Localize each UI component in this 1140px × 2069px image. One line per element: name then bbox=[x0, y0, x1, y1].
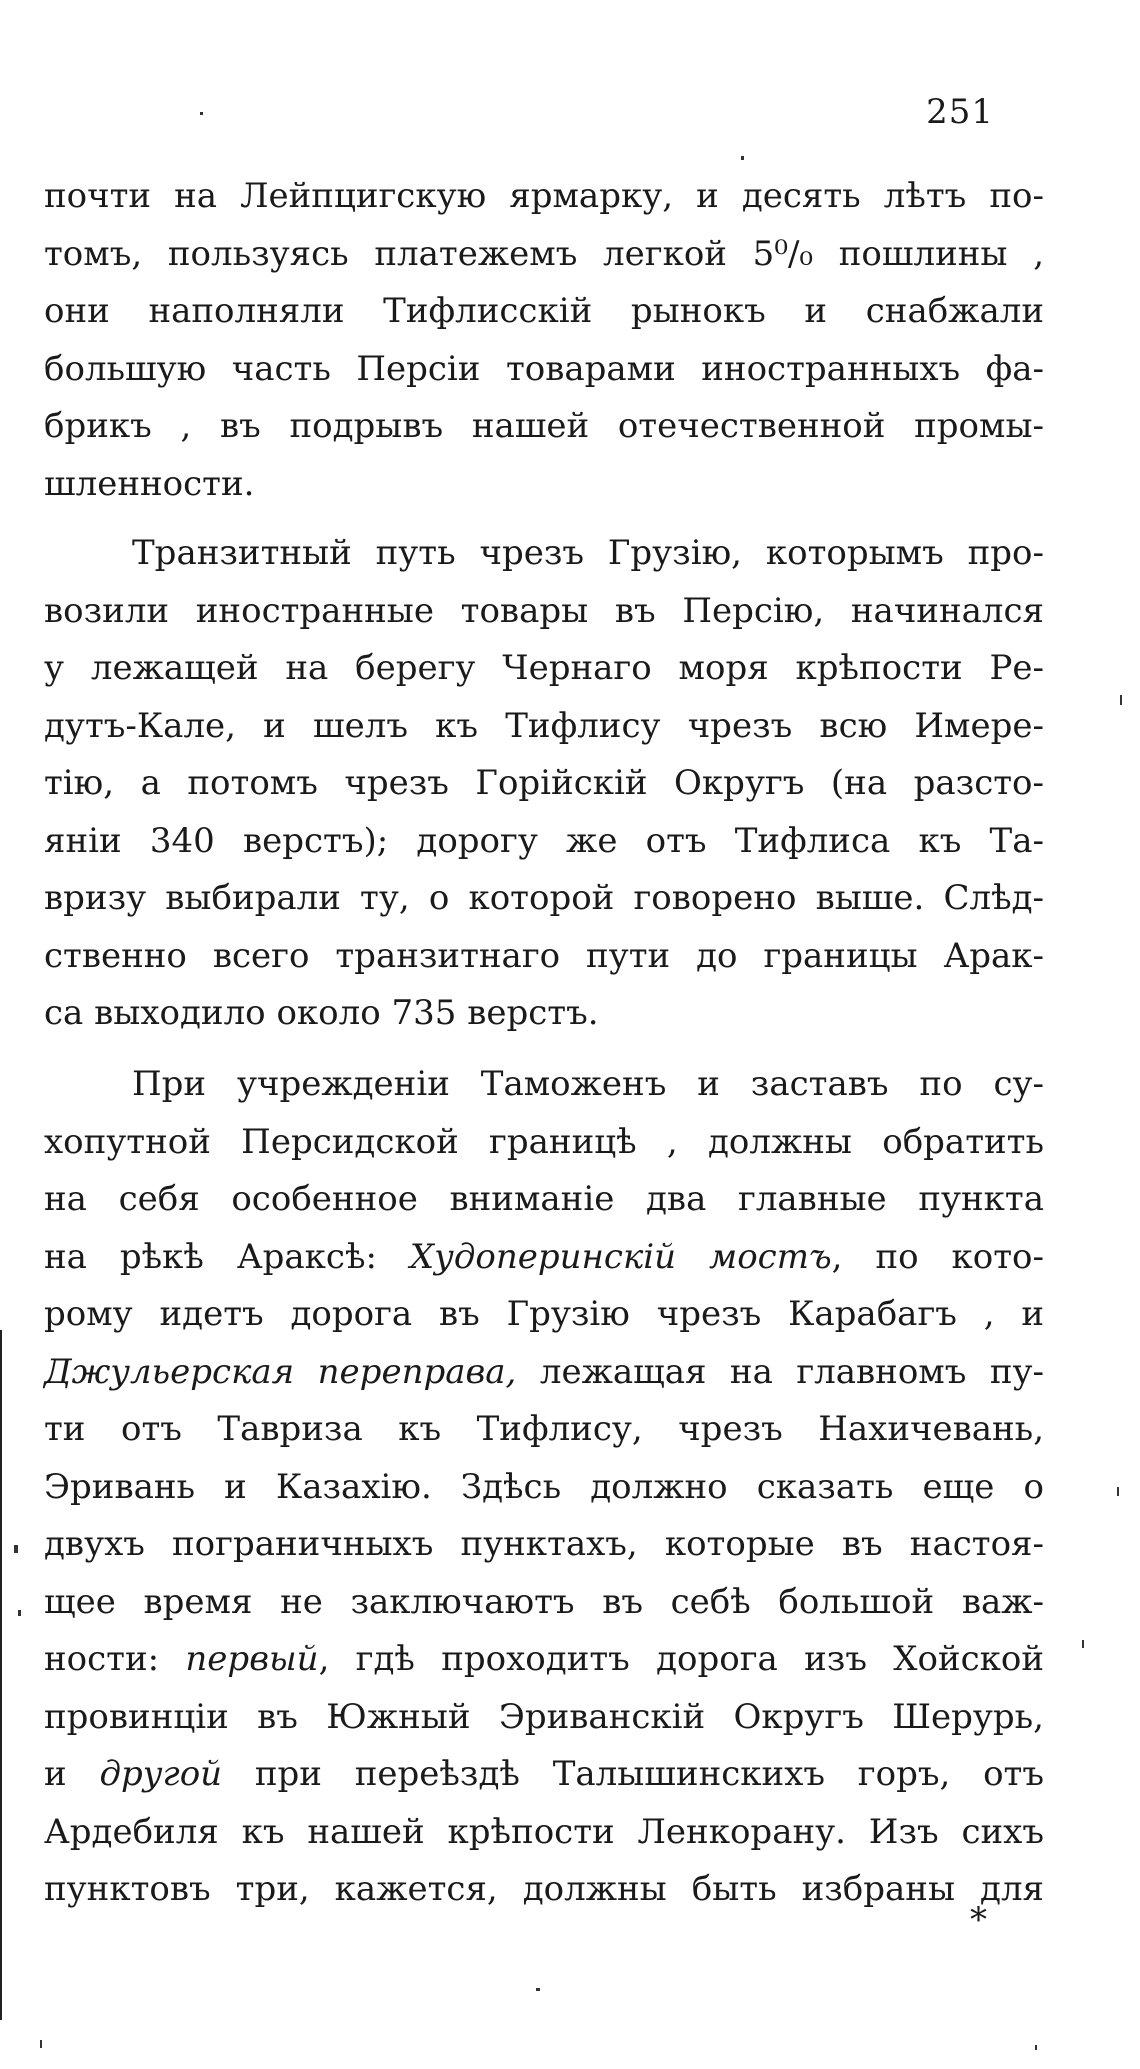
text-line: они наполняли Тифлисскій рынокъ и снабжали bbox=[44, 291, 1044, 331]
text-line: рому идетъ дорога въ Грузію чрезъ Карабагъ , и bbox=[44, 1294, 1044, 1334]
scan-speck bbox=[1117, 1487, 1119, 1496]
text-line: яніи 340 верстъ); дорогу же отъ Тифлиса къ Та- bbox=[44, 820, 1044, 861]
scan-speck bbox=[536, 1988, 540, 1991]
scan-edge-rule bbox=[0, 1330, 2, 2020]
scan-speck bbox=[40, 2040, 42, 2048]
text-line bbox=[44, 1344, 1044, 1402]
text-line bbox=[44, 1746, 1044, 1804]
text-line: са выходило около 735 верстъ. bbox=[44, 993, 599, 1033]
text-line: тію, а потомъ чрезъ Горійскій Округъ (на разсто- bbox=[44, 763, 1044, 803]
text-run: при переѣздѣ Талышинскихъ горъ, отъ bbox=[222, 1754, 1044, 1794]
text-line: шленности. bbox=[44, 463, 255, 504]
text-run: лежащая на главномъ пу- bbox=[516, 1351, 1044, 1392]
italic-term: другой bbox=[99, 1754, 223, 1794]
scan-speck bbox=[18, 1610, 21, 1616]
scan-speck bbox=[741, 156, 744, 160]
text-line bbox=[44, 1631, 1044, 1689]
text-line: томъ, пользуясь платежемъ легкой 5⁰/₀ пошлины , bbox=[44, 233, 1044, 274]
text-line: Эривань и Казахію. Здѣсь должно сказать еще о bbox=[44, 1466, 1044, 1507]
text-line: брикъ , въ подрывъ нашей отечественной промы- bbox=[44, 406, 1044, 446]
text-line: щее время не заключаютъ въ себѣ большой важ- bbox=[44, 1581, 1044, 1622]
text-line: на себя особенное вниманіе два главные пункта bbox=[44, 1179, 1044, 1219]
text-line: большую часть Персіи товарами иностранныхъ фа- bbox=[44, 348, 1044, 389]
paragraph-1 bbox=[44, 168, 1044, 513]
text-run: , по кото- bbox=[831, 1236, 1044, 1277]
scan-speck bbox=[200, 112, 203, 115]
text-line: возили иностранные товары въ Персію, начинался bbox=[44, 590, 1044, 631]
paragraph-3 bbox=[44, 1056, 1044, 1919]
italic-term: Джульерская переправа, bbox=[44, 1351, 517, 1392]
text-line: ственно всего транзитнаго пути до границы Арак- bbox=[44, 935, 1044, 976]
scan-speck bbox=[1035, 2045, 1037, 2050]
text-line: Транзитный путь чрезъ Грузію, которымъ про- bbox=[132, 533, 1044, 573]
text-run: , гдѣ проходитъ дорога изъ Хойской bbox=[318, 1639, 1045, 1679]
text-run: и bbox=[44, 1754, 100, 1794]
text-line: Ардебиля къ нашей крѣпости Ленкорану. Изъ сихъ bbox=[44, 1811, 1044, 1852]
italic-term: первый bbox=[185, 1639, 319, 1679]
text-line: хопутной Персидской границѣ , должны обратить bbox=[44, 1121, 1044, 1162]
page-number: 251 bbox=[926, 92, 994, 132]
text-line: вризу выбирали ту, о которой говорено выше. Слѣд- bbox=[44, 878, 1044, 918]
text-line: пунктовъ три, кажется, должны быть избраны для bbox=[44, 1869, 1044, 1909]
text-line: дутъ-Кале, и шелъ къ Тифлису чрезъ всю Имере- bbox=[44, 705, 1044, 746]
text-run: на рѣкѣ Араксѣ: bbox=[44, 1236, 410, 1277]
italic-term: Худоперинскій мостъ bbox=[409, 1236, 832, 1277]
text-line: При учрежденіи Таможенъ и заставъ по су- bbox=[132, 1064, 1044, 1104]
text-line: провинціи въ Южный Эриванскій Округъ Шерурь, bbox=[44, 1696, 1044, 1737]
text-line: двухъ пограничныхъ пунктахъ, которые въ настоя- bbox=[44, 1524, 1044, 1564]
scan-speck bbox=[1120, 695, 1122, 705]
scan-speck bbox=[1082, 1640, 1084, 1648]
text-line bbox=[44, 1229, 1044, 1287]
text-line: у лежащей на берегу Чернаго моря крѣпости Ре- bbox=[44, 648, 1044, 688]
paragraph-2 bbox=[44, 525, 1044, 1043]
catchword-asterisk: * bbox=[970, 1900, 987, 1940]
scan-speck bbox=[14, 1545, 18, 1553]
text-run: ности: bbox=[44, 1639, 186, 1679]
text-line: почти на Лейпцигскую ярмарку, и десять лѣтъ по- bbox=[44, 176, 1044, 216]
text-line: ти отъ Тавриза къ Тифлису, чрезъ Нахичевань, bbox=[44, 1409, 1044, 1449]
